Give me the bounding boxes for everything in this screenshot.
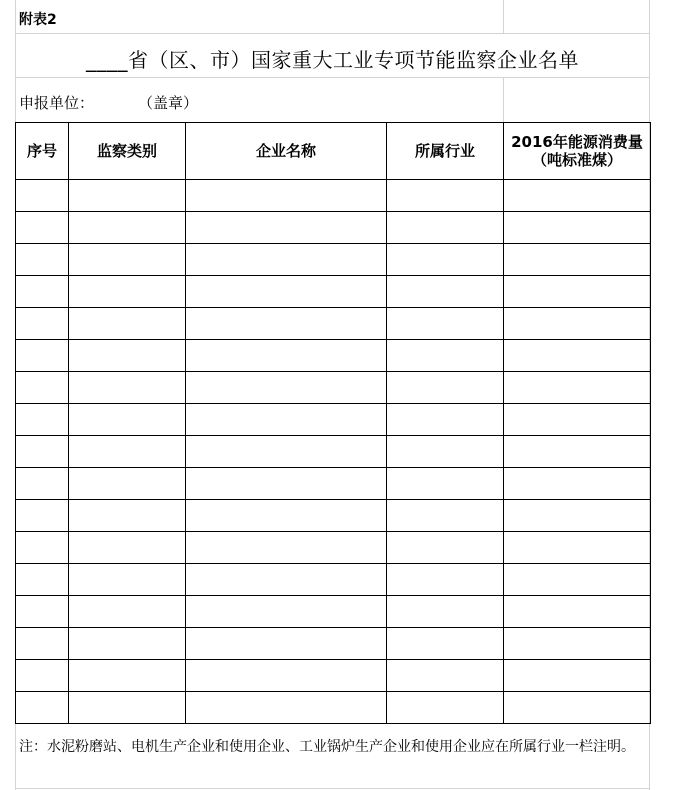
cell-enterprise-name[interactable] <box>186 180 387 212</box>
cell-enterprise-name[interactable] <box>186 500 387 532</box>
cell-energy-consumption[interactable] <box>504 692 651 724</box>
cell-inspection-category[interactable] <box>69 468 186 500</box>
cell-serial-number[interactable] <box>16 436 69 468</box>
cell-energy-consumption[interactable] <box>504 500 651 532</box>
cell-serial-number[interactable] <box>16 244 69 276</box>
cell-enterprise-name[interactable] <box>186 628 387 660</box>
cell-enterprise-name[interactable] <box>186 660 387 692</box>
cell-inspection-category[interactable] <box>69 692 186 724</box>
cell-energy-consumption[interactable] <box>504 212 651 244</box>
table-row <box>16 308 651 340</box>
cell-energy-consumption[interactable] <box>504 468 651 500</box>
cell-energy-consumption[interactable] <box>504 308 651 340</box>
cell-industry[interactable] <box>387 276 504 308</box>
table-header-row <box>16 123 651 180</box>
cell-enterprise-name[interactable] <box>186 564 387 596</box>
table-body <box>16 180 651 724</box>
cell-inspection-category[interactable] <box>69 628 186 660</box>
table-row <box>16 244 651 276</box>
page-title: ____省（区、市）国家重大工业专项节能监察企业名单 <box>86 48 579 72</box>
cell-energy-consumption[interactable] <box>504 404 651 436</box>
cell-energy-consumption[interactable] <box>504 596 651 628</box>
cell-enterprise-name[interactable] <box>186 340 387 372</box>
cell-industry[interactable] <box>387 468 504 500</box>
cell-serial-number[interactable] <box>16 660 69 692</box>
cell-serial-number[interactable] <box>16 276 69 308</box>
cell-industry[interactable] <box>387 372 504 404</box>
cell-serial-number[interactable] <box>16 180 69 212</box>
cell-energy-consumption[interactable] <box>504 660 651 692</box>
cell-industry[interactable] <box>387 532 504 564</box>
cell-serial-number[interactable] <box>16 212 69 244</box>
sheet-gridline <box>15 33 650 34</box>
cell-inspection-category[interactable] <box>69 596 186 628</box>
cell-serial-number[interactable] <box>16 468 69 500</box>
cell-energy-consumption[interactable] <box>504 244 651 276</box>
cell-serial-number[interactable] <box>16 340 69 372</box>
cell-enterprise-name[interactable] <box>186 436 387 468</box>
enterprise-list-table <box>15 122 651 724</box>
table-row <box>16 436 651 468</box>
cell-serial-number[interactable] <box>16 372 69 404</box>
cell-industry[interactable] <box>387 212 504 244</box>
cell-inspection-category[interactable] <box>69 372 186 404</box>
cell-enterprise-name[interactable] <box>186 308 387 340</box>
cell-industry[interactable] <box>387 180 504 212</box>
cell-energy-consumption[interactable] <box>504 340 651 372</box>
table-row <box>16 692 651 724</box>
cell-industry[interactable] <box>387 596 504 628</box>
cell-serial-number[interactable] <box>16 500 69 532</box>
header-energy-consumption <box>504 123 651 180</box>
cell-energy-consumption[interactable] <box>504 628 651 660</box>
sheet-gridline <box>503 0 504 33</box>
cell-serial-number[interactable] <box>16 596 69 628</box>
table-row <box>16 404 651 436</box>
header-enterprise-name: 企业名称 <box>186 123 387 180</box>
cell-serial-number[interactable] <box>16 564 69 596</box>
header-serial-number: 序号 <box>16 123 69 180</box>
header-energy-line2: （吨标准煤） <box>531 151 622 169</box>
table-row <box>16 468 651 500</box>
cell-enterprise-name[interactable] <box>186 212 387 244</box>
cell-inspection-category[interactable] <box>69 436 186 468</box>
cell-energy-consumption[interactable] <box>504 180 651 212</box>
cell-inspection-category[interactable] <box>69 532 186 564</box>
cell-serial-number[interactable] <box>16 308 69 340</box>
cell-industry[interactable] <box>387 244 504 276</box>
attachment-label: 附表2 <box>19 12 57 28</box>
cell-industry[interactable] <box>387 660 504 692</box>
cell-industry[interactable] <box>387 500 504 532</box>
cell-inspection-category[interactable] <box>69 180 186 212</box>
cell-inspection-category[interactable] <box>69 564 186 596</box>
cell-energy-consumption[interactable] <box>504 372 651 404</box>
cell-inspection-category[interactable] <box>69 660 186 692</box>
cell-energy-consumption[interactable] <box>504 436 651 468</box>
table-row <box>16 212 651 244</box>
cell-enterprise-name[interactable] <box>186 404 387 436</box>
cell-industry[interactable] <box>387 404 504 436</box>
cell-serial-number[interactable] <box>16 532 69 564</box>
cell-energy-consumption[interactable] <box>504 532 651 564</box>
cell-industry[interactable] <box>387 692 504 724</box>
table-row <box>16 276 651 308</box>
cell-serial-number[interactable] <box>16 404 69 436</box>
footnote: 注：水泥粉磨站、电机生产企业和使用企业、工业锅炉生产企业和使用企业应在所属行业一栏注明。 <box>19 739 635 755</box>
table-row <box>16 564 651 596</box>
cell-energy-consumption[interactable] <box>504 276 651 308</box>
cell-industry[interactable] <box>387 628 504 660</box>
table-row <box>16 500 651 532</box>
header-industry: 所属行业 <box>387 123 504 180</box>
cell-energy-consumption[interactable] <box>504 564 651 596</box>
sheet-gridline <box>15 77 650 78</box>
header-energy-line1: 2016年能源消费量 <box>511 133 643 151</box>
seal-label: （盖章） <box>138 94 199 112</box>
cell-enterprise-name[interactable] <box>186 692 387 724</box>
cell-inspection-category[interactable] <box>69 404 186 436</box>
table-row <box>16 180 651 212</box>
cell-inspection-category[interactable] <box>69 212 186 244</box>
cell-enterprise-name[interactable] <box>186 372 387 404</box>
sheet-gridline <box>503 77 504 122</box>
sheet-gridline <box>15 788 650 789</box>
cell-enterprise-name[interactable] <box>186 244 387 276</box>
table-row <box>16 532 651 564</box>
cell-inspection-category[interactable] <box>69 244 186 276</box>
cell-inspection-category[interactable] <box>69 308 186 340</box>
cell-serial-number[interactable] <box>16 692 69 724</box>
cell-enterprise-name[interactable] <box>186 596 387 628</box>
table-row <box>16 628 651 660</box>
table-row <box>16 372 651 404</box>
cell-industry[interactable] <box>387 340 504 372</box>
cell-inspection-category[interactable] <box>69 340 186 372</box>
header-inspection-category: 监察类别 <box>69 123 186 180</box>
cell-enterprise-name[interactable] <box>186 276 387 308</box>
cell-enterprise-name[interactable] <box>186 532 387 564</box>
cell-industry[interactable] <box>387 436 504 468</box>
table-row <box>16 340 651 372</box>
table-row <box>16 596 651 628</box>
cell-industry[interactable] <box>387 308 504 340</box>
table-row <box>16 660 651 692</box>
cell-industry[interactable] <box>387 564 504 596</box>
cell-serial-number[interactable] <box>16 628 69 660</box>
cell-inspection-category[interactable] <box>69 500 186 532</box>
cell-inspection-category[interactable] <box>69 276 186 308</box>
cell-enterprise-name[interactable] <box>186 468 387 500</box>
reporting-unit-label: 申报单位： <box>19 94 95 112</box>
